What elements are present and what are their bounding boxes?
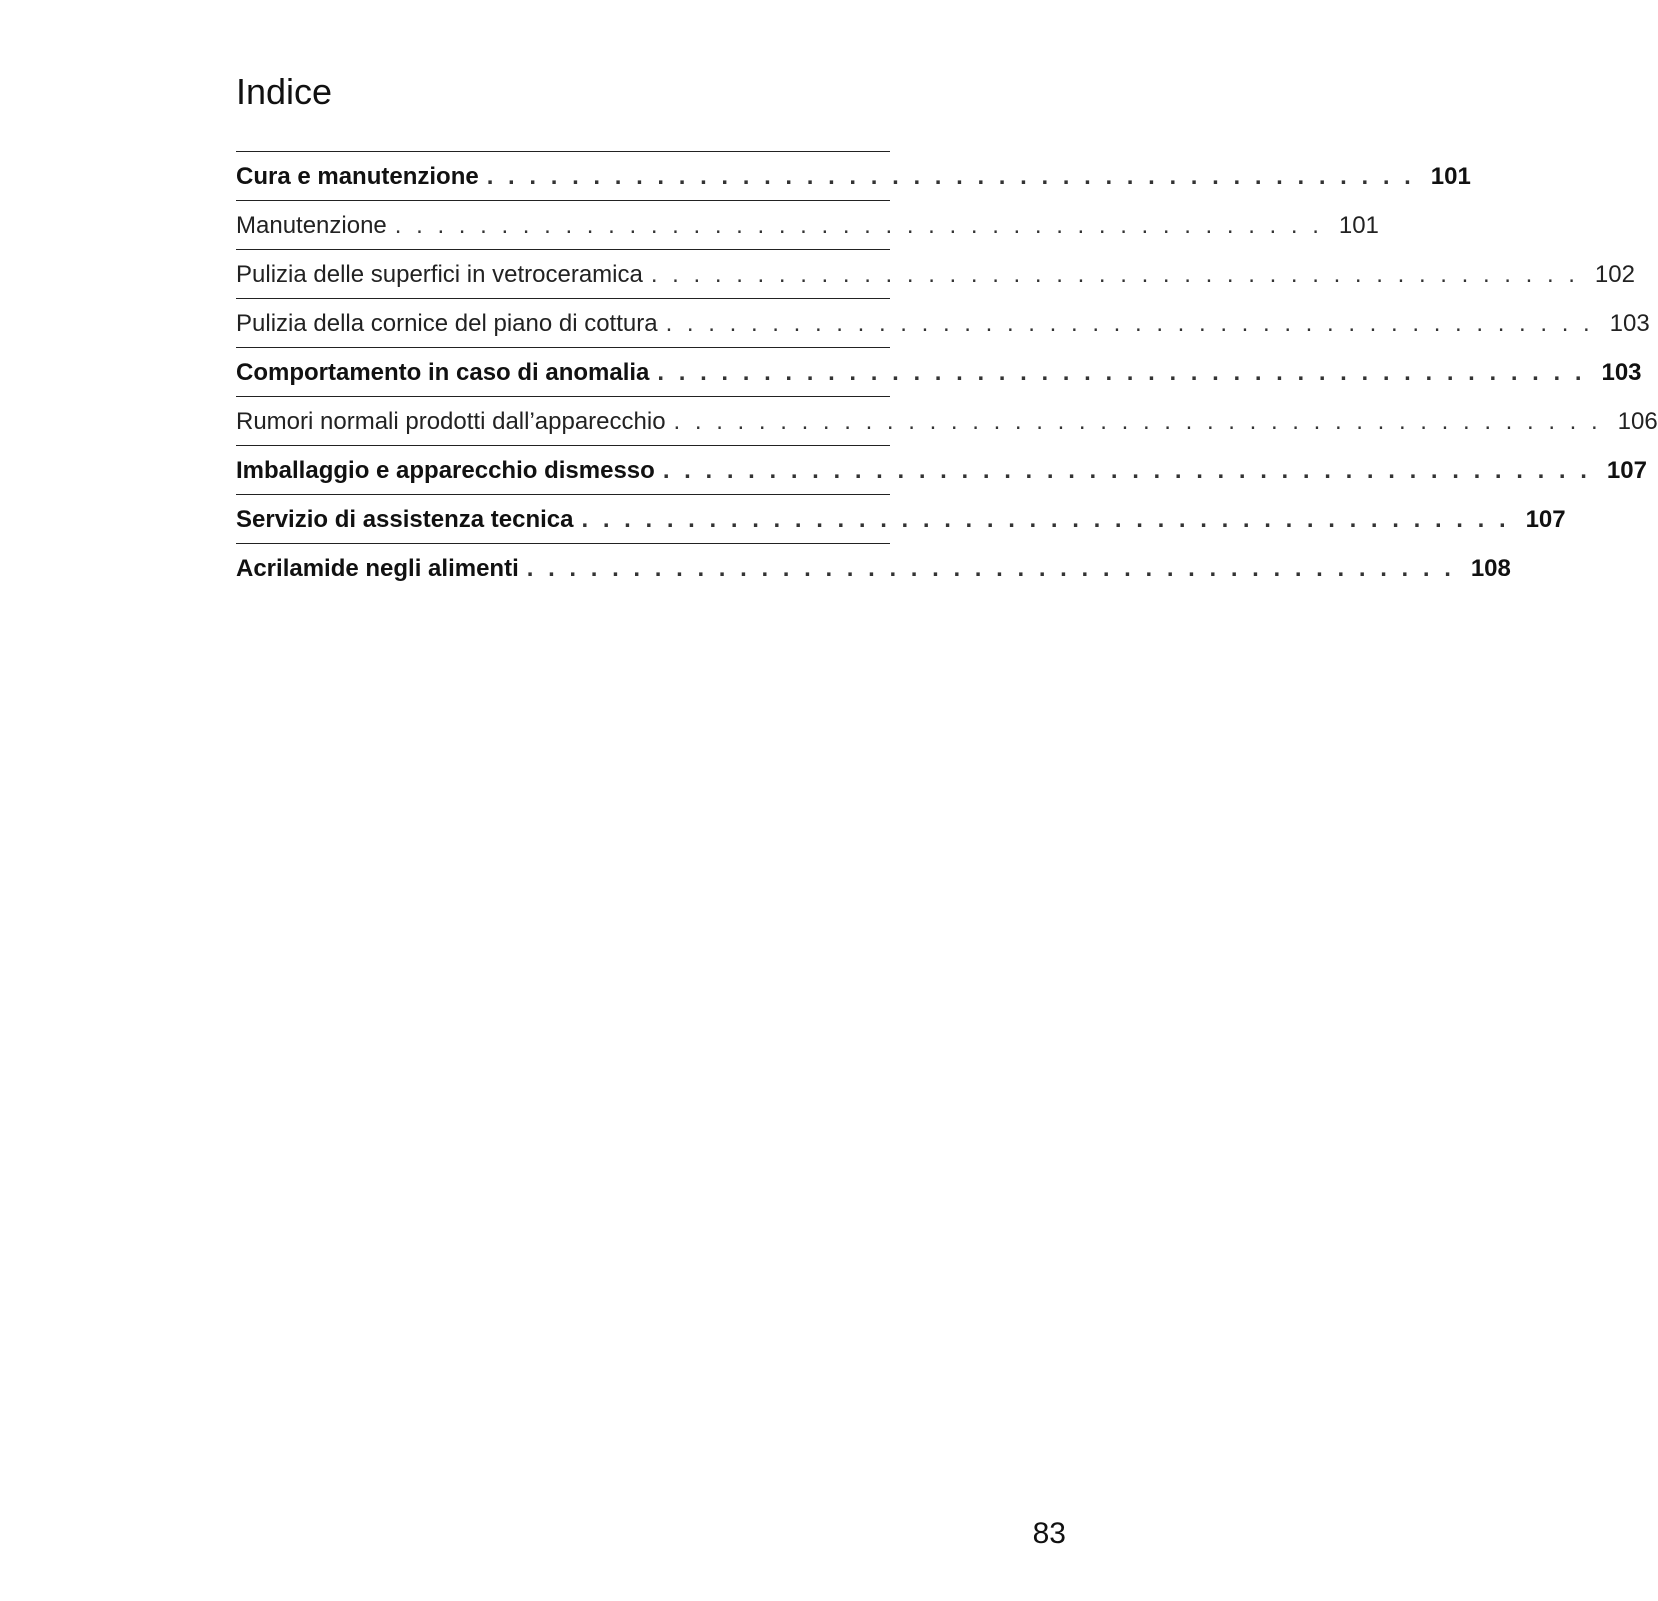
dot-leader: . . . . . . . . . . . . . . . . . . . . . . . . . . . . . . . . . . . . . . . . . . . . — [486, 163, 1415, 190]
dot-leader: . . . . . . . . . . . . . . . . . . . . . . . . . . . . . . . . . . . . . . . . . . . . — [673, 408, 1602, 435]
toc-entry-label: Pulizia della cornice del piano di cottura — [236, 310, 658, 337]
toc-entry-label: Manutenzione — [236, 212, 387, 239]
dot-leader: . . . . . . . . . . . . . . . . . . . . . . . . . . . . . . . . . . . . . . . . . . . . — [581, 506, 1510, 533]
toc-entry-page: 101 — [1338, 212, 1379, 239]
page-title: Indice — [236, 71, 333, 112]
toc-entry-manutenzione[interactable] — [236, 201, 1379, 250]
dot-leader: . . . . . . . . . . . . . . . . . . . . . . . . . . . . . . . . . . . . . . . . . . . . — [662, 457, 1591, 484]
toc-entry-label: Imballaggio e apparecchio dismesso — [236, 457, 655, 484]
dot-leader: . . . . . . . . . . . . . . . . . . . . . . . . . . . . . . . . . . . . . . . . . . . . — [665, 310, 1594, 337]
toc-entry-label: Rumori normali prodotti dall’apparecchio — [236, 408, 666, 435]
toc-entry-label: Servizio di assistenza tecnica — [236, 506, 574, 533]
toc-entry-page: 107 — [1525, 506, 1566, 533]
toc-entry-imballaggio[interactable] — [236, 446, 1647, 495]
page-number: 83 — [1032, 1517, 1066, 1550]
toc-entry-page: 106 — [1617, 408, 1658, 435]
dot-leader: . . . . . . . . . . . . . . . . . . . . . . . . . . . . . . . . . . . . . . . . . . . . — [394, 212, 1323, 239]
toc-entry-page: 103 — [1601, 359, 1642, 386]
toc-entry-page: 102 — [1594, 261, 1635, 288]
dot-leader: . . . . . . . . . . . . . . . . . . . . . . . . . . . . . . . . . . . . . . . . . . . . — [526, 555, 1455, 582]
toc-entry-page: 103 — [1609, 310, 1650, 337]
dot-leader: . . . . . . . . . . . . . . . . . . . . . . . . . . . . . . . . . . . . . . . . . . . . — [650, 261, 1579, 288]
toc-entry-cura-e-manutenzione[interactable] — [236, 152, 1471, 201]
toc-entry-servizio-assistenza[interactable] — [236, 495, 1566, 544]
toc-entry-pulizia-vetroceramica[interactable] — [236, 250, 1635, 299]
toc-entry-page: 108 — [1470, 555, 1511, 582]
toc-entry-acrilamide[interactable] — [236, 544, 1511, 593]
toc-entry-label: Cura e manutenzione — [236, 163, 479, 190]
toc-entry-rumori-normali[interactable] — [236, 397, 1658, 446]
toc-entry-label: Acrilamide negli alimenti — [236, 555, 519, 582]
dot-leader: . . . . . . . . . . . . . . . . . . . . . . . . . . . . . . . . . . . . . . . . . . . . — [657, 359, 1586, 386]
toc-entry-page: 107 — [1606, 457, 1647, 484]
toc-entry-label: Comportamento in caso di anomalia — [236, 359, 650, 386]
table-of-contents — [236, 151, 1658, 593]
toc-entry-page: 101 — [1430, 163, 1471, 190]
toc-entry-label: Pulizia delle superfici in vetroceramica — [236, 261, 643, 288]
toc-entry-comportamento-anomalia[interactable] — [236, 348, 1642, 397]
toc-entry-pulizia-cornice[interactable] — [236, 299, 1650, 348]
